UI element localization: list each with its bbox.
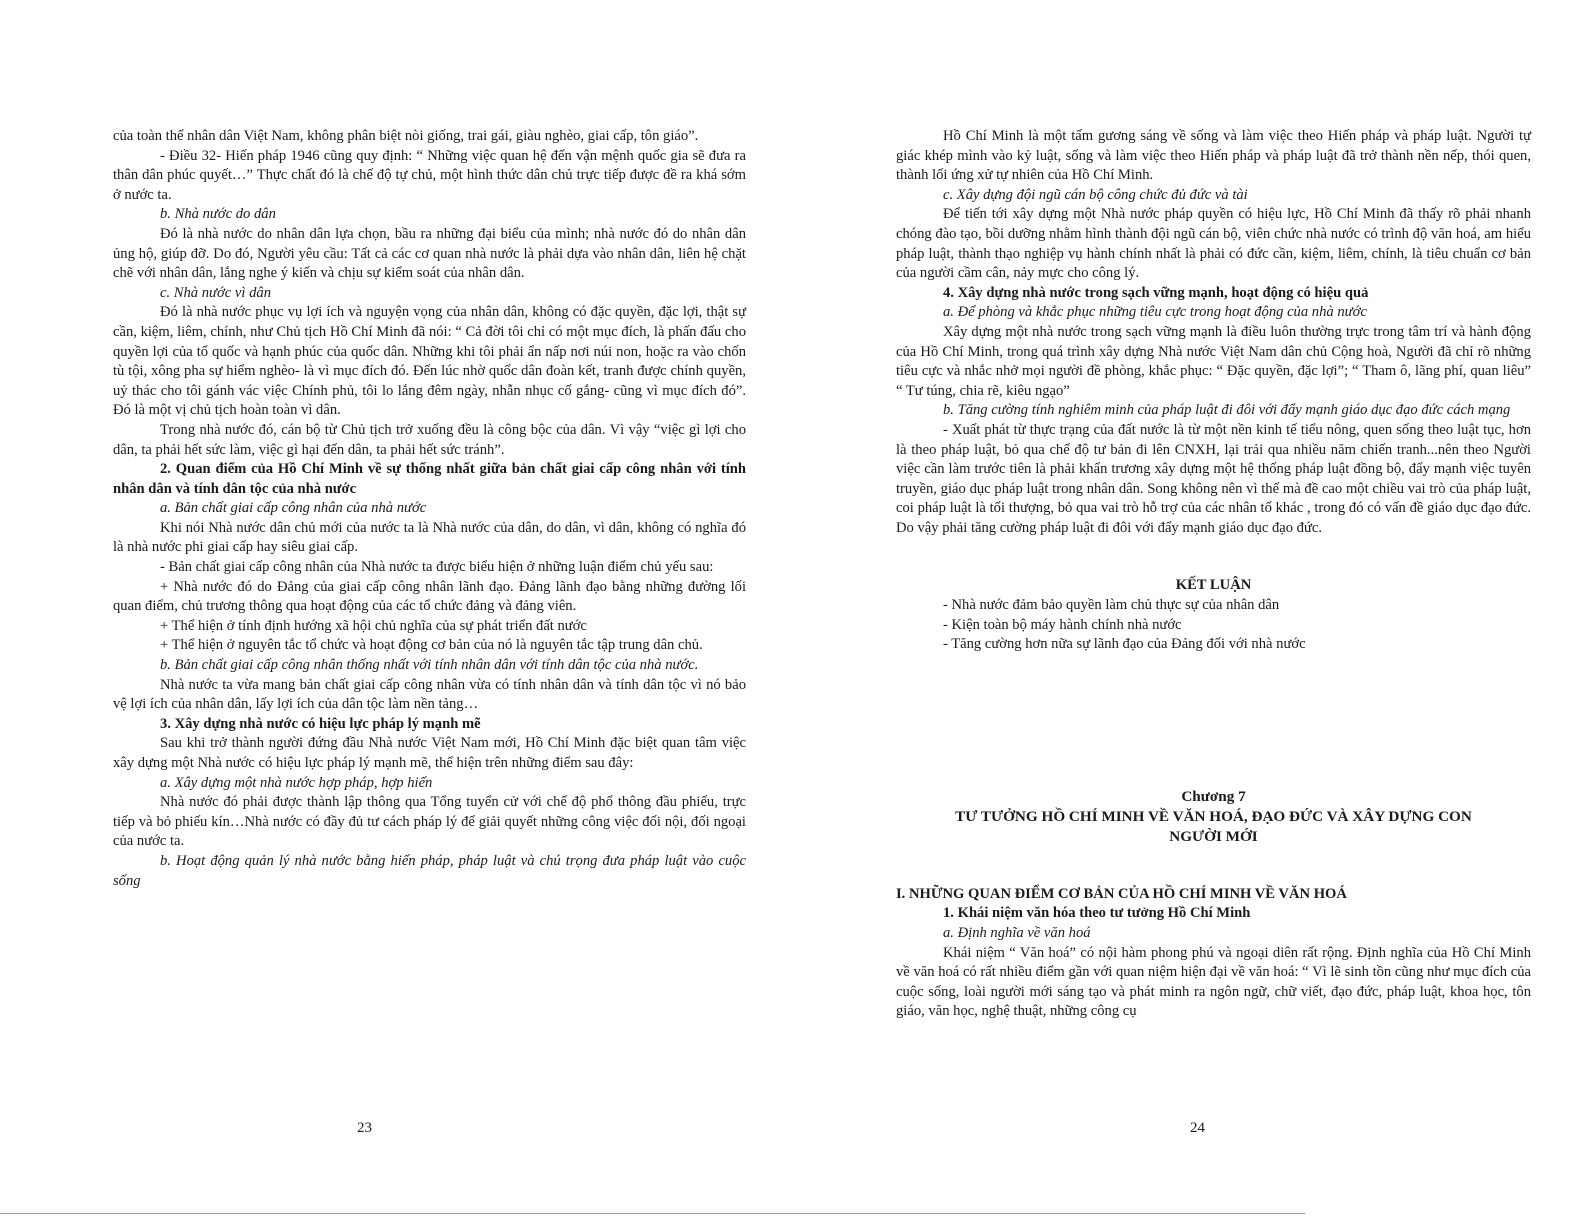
paragraph: + Thể hiện ở tính định hướng xã hội chủ nghĩa của sự phát triển đất nước	[160, 617, 587, 634]
subheading: c. Nhà nước vì dân	[160, 284, 271, 301]
conclusion-title: KẾT LUẬN	[1175, 577, 1252, 594]
paragraph: Sau khi trở thành người đứng đầu Nhà nước Việt Nam mới, Hồ Chí Minh đặc biệt quan tâm việc xây dựng một Nhà nước có hiệu lực pháp lý mạnh mẽ, thể hiện trên những điểm sau đây:	[113, 735, 746, 771]
paragraph: Khái niệm “ Văn hoá” có nội hàm phong phú và ngoại diên rất rộng. Định nghĩa của Hồ Chí Minh về văn hoá có rất nhiều điểm gần với quan niệm hiện đại về văn hoá: “ Vì lẽ sinh tồn cũng như mục đích của cuộc sống, loài người mới sáng tạo và phát minh ra ngôn ngữ, chữ viết, đạo đức, pháp luật, khoa học, tôn giáo, văn học, nghệ thuật, những công cụ	[896, 944, 1531, 1020]
subheading: a. Để phòng và khắc phục những tiêu cực trong hoạt động của nhà nước	[943, 304, 1367, 321]
paragraph: Đó là nhà nước do nhân dân lựa chọn, bầu ra những đại biểu của mình; nhà nước đó do nhân dân ủng hộ, giúp đỡ. Do đó, Người yêu cầu: Tất cả các cơ quan nhà nước là phải dựa vào nhân dân, liên hệ chặt chẽ với nhân dân, lắng nghe ý kiến và chịu sự kiểm soát của nhân dân.	[113, 225, 746, 282]
paragraph: của toàn thể nhân dân Việt Nam, không phân biệt nòi giống, trai gái, giàu nghèo, giai cấp, tôn giáo”.	[113, 128, 699, 144]
paragraph: Nhà nước ta vừa mang bản chất giai cấp công nhân vừa có tính nhân dân và tính dân tộc vì nó bảo vệ lợi ích của nhân dân, lấy lợi ích của dân tộc làm nền tảng…	[113, 676, 746, 713]
left-page	[0, 0, 780, 1225]
subheading: b. Tăng cường tính nghiêm minh của pháp luật đi đôi với đẩy mạnh giáo dục đạo đức cách mạng	[943, 402, 1511, 419]
paragraph: - Xuất phát từ thực trạng của đất nước là từ một nền kinh tế tiểu nông, quen sống theo luật tục, hơn là theo pháp luật, bỏ qua chế độ tư bản đi lên CNXH, lại trải qua nhiều năm chiến tranh...nên theo Người việc cần làm trước tiên là phải khẩn trương xây dựng một hệ thống pháp luật đồng bộ, đẩy mạnh việc tuyên truyền, giáo dục pháp luật trong nhân dân. Song không nên vì thế mà đề cao một chiều vai trò của pháp luật, coi pháp luật là tối thượng, bỏ qua vai trò hỗ trợ của các nhân tố khác , trong đó có vấn đề giáo dục đạo đức. Do vậy phải tăng cường pháp luật đi đôi với đẩy mạnh giáo dục đạo đức.	[896, 421, 1531, 536]
conclusion-item: - Tăng cường hơn nữa sự lãnh đạo của Đảng đối với nhà nước	[943, 636, 1306, 653]
paragraph: Trong nhà nước đó, cán bộ từ Chủ tịch trở xuống đều là công bộc của dân. Vì vậy “việc gì lợi cho dân, ta phải hết sức làm, việc gì hại đến dân, ta phải hết sức tránh”.	[113, 421, 746, 458]
section-heading: 2. Quan điểm của Hồ Chí Minh về sự thống nhất giữa bản chất giai cấp công nhân với tính nhân dân và tính dân tộc của nhà nước	[113, 461, 746, 497]
subheading: b. Hoạt động quản lý nhà nước bằng hiến pháp, pháp luật và chú trọng đưa pháp luật vào cuộc sống	[113, 852, 746, 889]
page-number: 23	[357, 1120, 372, 1136]
paragraph: Để tiến tới xây dựng một Nhà nước pháp quyền có hiệu lực, Hồ Chí Minh đã thấy rõ phải nhanh chóng đào tạo, bồi dưỡng nhằm hình thành đội ngũ cán bộ, viên chức nhà nước có trình độ văn hoá, am hiểu pháp luật, thành thạo nghiệp vụ hành chính nhất là phải có đức cần, kiệm, liêm, chính, là tiêu chuẩn cơ bản của người cầm cân, nảy mực cho công lý.	[896, 206, 1531, 282]
paragraph: Khi nói Nhà nước dân chủ mới của nước ta là Nhà nước của dân, do dân, vì dân, không có nghĩa đó là nhà nước phi giai cấp hay siêu giai cấp.	[113, 519, 746, 556]
subheading: b. Nhà nước do dân	[160, 206, 276, 223]
scan-edge-line	[0, 1213, 1305, 1214]
left-page-text	[113, 127, 746, 891]
paragraph: Hồ Chí Minh là một tấm gương sáng về sống và làm việc theo Hiến pháp và pháp luật. Người tự giác khép mình vào kỷ luật, sống và làm việc theo Hiến pháp và pháp luật đã trở thành nền nếp, thói quen, thành lối ứng xử tự nhiên của Hồ Chí Minh.	[896, 128, 1531, 184]
subheading: b. Bản chất giai cấp công nhân thống nhất với tính nhân dân với tính dân tộc của nhà nước.	[160, 657, 699, 674]
paragraph: Đó là nhà nước phục vụ lợi ích và nguyện vọng của nhân dân, không có đặc quyền, đặc lợi, thật sự cần, kiệm, liêm, chính, như Chủ tịch Hồ Chí Minh đã nói: “ Cả đời tôi chỉ có một mục đích, là phấn đấu cho quyền lợi của tổ quốc và hạnh phúc của quốc dân. Những khi tôi phải ẩn nấp nơi núi non, hoặc ra vào chốn tù tội, xông pha sự hiểm nghèo- là vì mục đích đó. Đến lúc nhờ quốc dân đoàn kết, tranh được chính quyền, uỷ thác cho tôi gánh vác việc Chính phủ, tôi lo lắng đêm ngày, nhẫn nhục cố gắng- cũng vì mục đích đó”. Đó là một vị chủ tịch hoàn toàn vì dân.	[113, 304, 746, 419]
subsection-heading: 1. Khái niệm văn hóa theo tư tưởng Hồ Chí Minh	[943, 905, 1251, 922]
paragraph: + Thể hiện ở nguyên tắc tổ chức và hoạt động cơ bản của nó là nguyên tắc tập trung dân chủ.	[160, 637, 703, 654]
subheading: a. Định nghĩa về văn hoá	[943, 925, 1091, 942]
conclusion-item: - Kiện toàn bộ máy hành chính nhà nước	[943, 616, 1182, 633]
paragraph: + Nhà nước đó do Đảng của giai cấp công nhân lãnh đạo. Đảng lãnh đạo bằng những đường lối quan điểm, chủ trương thông qua hoạt động của các tổ chức đảng và đảng viên.	[113, 578, 746, 615]
subheading: a. Xây dựng một nhà nước hợp pháp, hợp hiến	[160, 774, 433, 791]
right-page	[790, 0, 1585, 1225]
paragraph: - Điều 32- Hiến pháp 1946 cũng quy định: “ Những việc quan hệ đến vận mệnh quốc gia sẽ đưa ra thân dân phúc quyết…” Thực chất đó là chế độ tự chủ, một hình thức dân chủ trực tiếp được đề ra khá sớm ở nước ta.	[113, 147, 746, 203]
conclusion-item: - Nhà nước đảm bảo quyền làm chủ thực sự của nhân dân	[943, 597, 1280, 614]
section-heading: 4. Xây dựng nhà nước trong sạch vững mạnh, hoạt động có hiệu quả	[943, 284, 1369, 301]
section-heading: 3. Xây dựng nhà nước có hiệu lực pháp lý mạnh mẽ	[160, 715, 481, 732]
page-number: 24	[1190, 1120, 1205, 1136]
section-heading: I. NHỮNG QUAN ĐIỂM CƠ BẢN CỦA HỒ CHÍ MINH VỀ VĂN HOÁ	[896, 885, 1347, 902]
chapter-title: TƯ TƯỞNG HỒ CHÍ MINH VỀ VĂN HOÁ, ĐẠO ĐỨC VÀ XÂY DỰNG CON NGƯỜI MỚI	[955, 807, 1472, 845]
paragraph: - Bản chất giai cấp công nhân của Nhà nước ta được biểu hiện ở những luận điểm chủ yếu sau:	[160, 559, 714, 576]
paragraph: Xây dựng một nhà nước trong sạch vững mạnh là điều luôn thường trực trong tâm trí và hành động của Hồ Chí Minh, trong quá trình xây dựng Nhà nước Việt Nam dân chủ Cộng hoà, Người đã chỉ rõ những tiêu cực và nhắc nhở mọi người đề phòng, khắc phục: “ Đặc quyền, đặc lợi”; “ Tham ô, lãng phí, quan liêu” “ Tư túng, chia rẽ, kiêu ngạo”	[896, 323, 1531, 399]
paragraph: Nhà nước đó phải được thành lập thông qua Tổng tuyển cử với chế độ phổ thông đầu phiếu, trực tiếp và bỏ phiếu kín…Nhà nước có đầy đủ tư cách pháp lý để giải quyết những công việc đối nội, đối ngoại của nước ta.	[113, 794, 746, 850]
subheading: a. Bản chất giai cấp công nhân của nhà nước	[160, 500, 427, 517]
right-page-text	[896, 127, 1531, 1022]
chapter-label: Chương 7	[1181, 787, 1246, 805]
subheading: c. Xây dựng đội ngũ cán bộ công chức đủ đức và tài	[943, 186, 1248, 203]
